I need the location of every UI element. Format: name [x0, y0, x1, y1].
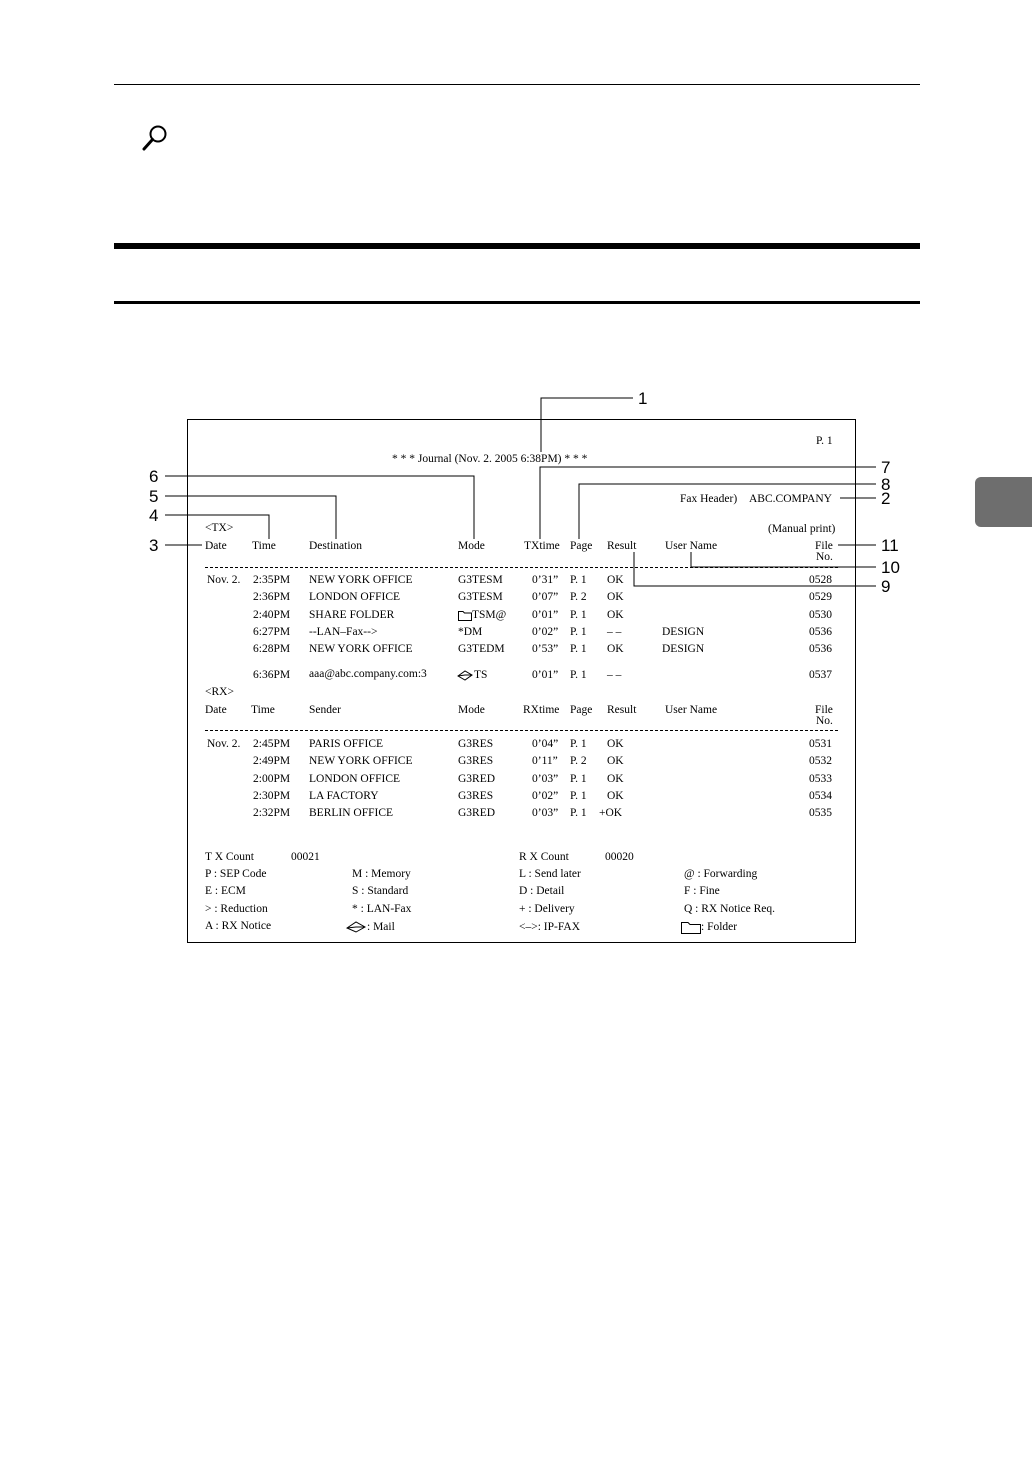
legend-mail: : Mail	[367, 921, 395, 933]
tx-header-time: Time	[252, 540, 276, 552]
legend-ecm: E : ECM	[205, 885, 246, 897]
callout-5: 5	[149, 487, 159, 506]
legend-rx-notice-req: Q : RX Notice Req.	[684, 903, 776, 915]
page-number: P. 1	[816, 435, 833, 447]
row-mode: G3RES	[458, 738, 494, 750]
legend-delivery: + : Delivery	[519, 903, 575, 915]
row-file: 0530	[809, 609, 832, 621]
tx-header-txtime: TXtime	[524, 540, 560, 552]
legend-detail: D : Detail	[519, 885, 565, 897]
row-mode: TSM@	[472, 609, 507, 621]
row-time: 2:45PM	[253, 738, 291, 750]
tx-header-user-name: User Name	[665, 540, 718, 552]
row-sender: PARIS OFFICE	[309, 738, 384, 750]
row-txtime: 0’02”	[532, 626, 559, 638]
row-page: P. 1	[570, 643, 587, 655]
row-time: 2:30PM	[253, 790, 291, 802]
row-mode: *DM	[458, 626, 483, 638]
row-mode: TS	[474, 669, 488, 681]
row-result: OK	[607, 755, 624, 767]
row-time: 2:49PM	[253, 755, 291, 767]
tx-count-value: 00021	[291, 851, 320, 863]
callout-1: 1	[638, 389, 648, 408]
row-mode: G3RED	[458, 807, 496, 819]
row-mode: G3RES	[458, 755, 494, 767]
row-rxtime: 0’03”	[532, 773, 559, 785]
row-file: 0536	[809, 643, 832, 655]
row-time: 2:35PM	[253, 574, 291, 586]
tx-header-page: Page	[570, 540, 593, 552]
legend-lan-fax: * : LAN-Fax	[352, 903, 412, 915]
legend-folder: : Folder	[701, 921, 738, 933]
legend-standard: S : Standard	[352, 885, 409, 897]
legend-fine: F : Fine	[684, 885, 720, 897]
row-mode: G3RED	[458, 773, 496, 785]
row-date: Nov. 2.	[207, 738, 241, 750]
row-page: P. 1	[570, 738, 587, 750]
tx-header-date: Date	[205, 540, 227, 552]
row-file: 0531	[809, 738, 832, 750]
tx-header-file-no: No.	[816, 551, 833, 563]
row-file: 0529	[809, 591, 832, 603]
legend-forwarding: @ : Forwarding	[684, 868, 758, 880]
row-destination: LONDON OFFICE	[309, 591, 401, 603]
row-file: 0532	[809, 755, 832, 767]
row-result: OK	[607, 609, 624, 621]
row-time: 6:28PM	[253, 643, 291, 655]
tx-header-file: File	[815, 540, 833, 552]
row-time: 6:27PM	[253, 626, 291, 638]
row-result: OK	[607, 773, 624, 785]
row-user-name: DESIGN	[662, 626, 705, 638]
rx-header-date: Date	[205, 704, 227, 716]
row-user-name: DESIGN	[662, 643, 705, 655]
row-result: OK	[607, 591, 624, 603]
row-date: Nov. 2.	[207, 574, 241, 586]
tx-section-label: <TX>	[205, 522, 234, 534]
row-destination: NEW YORK OFFICE	[309, 643, 413, 655]
row-page: P. 1	[570, 807, 587, 819]
row-page: P. 1	[570, 773, 587, 785]
legend-ip-fax: <–>: IP-FAX	[519, 921, 580, 933]
callout-8: 8	[881, 475, 891, 494]
row-page: P. 2	[570, 591, 587, 603]
journal-report	[187, 419, 856, 943]
row-txtime: 0’01”	[532, 669, 559, 681]
rx-header-rxtime: RXtime	[523, 704, 560, 716]
row-page: P. 1	[570, 669, 587, 681]
journal-title: * * * Journal (Nov. 2. 2005 6:38PM) * * *	[392, 453, 588, 465]
row-sender: NEW YORK OFFICE	[309, 755, 413, 767]
row-time: 6:36PM	[253, 669, 291, 681]
callout-2: 2	[881, 489, 891, 508]
row-time: 2:32PM	[253, 807, 291, 819]
row-result: OK	[607, 643, 624, 655]
legend-sep-code: P : SEP Code	[205, 868, 267, 880]
rx-header-divider	[205, 730, 838, 731]
row-mode: G3TESM	[458, 591, 503, 603]
rx-count-value: 00020	[605, 851, 634, 863]
callout-3: 3	[149, 536, 159, 555]
row-rxtime: 0’02”	[532, 790, 559, 802]
row-file: 0536	[809, 626, 832, 638]
row-rxtime: 0’11”	[532, 755, 558, 767]
rx-header-file-no: No.	[816, 715, 833, 727]
callout-11: 11	[881, 536, 899, 555]
row-sender: LA FACTORY	[309, 790, 379, 802]
rx-count-label: R X Count	[519, 851, 569, 863]
row-file: 0537	[809, 669, 832, 681]
fax-header-value: ABC.COMPANY	[749, 493, 832, 505]
row-result: OK	[607, 790, 624, 802]
row-result: – –	[607, 626, 622, 638]
row-page: P. 2	[570, 755, 587, 767]
callout-9: 9	[881, 577, 891, 596]
mail-icon	[457, 670, 473, 681]
row-result: OK	[607, 738, 624, 750]
row-result: OK	[607, 574, 624, 586]
rx-header-result: Result	[607, 704, 637, 716]
row-destination: aaa@abc.company.com:3	[309, 668, 427, 680]
rx-header-sender: Sender	[309, 704, 341, 716]
row-rxtime: 0’03”	[532, 807, 559, 819]
tx-header-result: Result	[607, 540, 637, 552]
row-destination: SHARE FOLDER	[309, 609, 395, 621]
row-file: 0528	[809, 574, 832, 586]
rx-header-file: File	[815, 704, 833, 716]
row-txtime: 0’31”	[532, 574, 559, 586]
folder-icon	[681, 921, 701, 934]
manual-print-label: (Manual print)	[768, 523, 836, 535]
row-file: 0535	[809, 807, 832, 819]
callout-7: 7	[881, 458, 891, 477]
tx-header-mode: Mode	[458, 540, 485, 552]
row-txtime: 0’07”	[532, 591, 559, 603]
row-mode: G3RES	[458, 790, 494, 802]
mail-icon	[346, 921, 366, 933]
row-result: +OK	[599, 807, 623, 819]
row-page: P. 1	[570, 626, 587, 638]
folder-icon	[458, 610, 472, 621]
rx-section-label: <RX>	[205, 686, 234, 698]
row-txtime: 0’53”	[532, 643, 559, 655]
row-mode: G3TEDM	[458, 643, 505, 655]
tx-header-divider	[205, 567, 838, 568]
row-page: P. 1	[570, 609, 587, 621]
rx-header-mode: Mode	[458, 704, 485, 716]
row-txtime: 0’01”	[532, 609, 559, 621]
legend-rx-notice: A : RX Notice	[205, 920, 272, 932]
row-page: P. 1	[570, 574, 587, 586]
row-file: 0534	[809, 790, 832, 802]
row-time: 2:36PM	[253, 591, 291, 603]
rx-header-time: Time	[251, 704, 275, 716]
row-destination: NEW YORK OFFICE	[309, 574, 413, 586]
row-file: 0533	[809, 773, 832, 785]
row-rxtime: 0’04”	[532, 738, 559, 750]
callout-4: 4	[149, 506, 159, 525]
row-page: P. 1	[570, 790, 587, 802]
row-mode: G3TESM	[458, 574, 503, 586]
rx-header-user-name: User Name	[665, 704, 718, 716]
tx-count-label: T X Count	[205, 851, 254, 863]
row-time: 2:00PM	[253, 773, 291, 785]
row-time: 2:40PM	[253, 609, 291, 621]
row-result: – –	[607, 669, 622, 681]
row-sender: BERLIN OFFICE	[309, 807, 394, 819]
rx-header-page: Page	[570, 704, 593, 716]
legend-send-later: L : Send later	[519, 868, 581, 880]
fax-header-label: Fax Header)	[680, 493, 738, 505]
legend-reduction: > : Reduction	[205, 903, 268, 915]
tx-header-destination: Destination	[309, 540, 363, 552]
callout-10: 10	[881, 558, 900, 577]
legend-memory: M : Memory	[352, 868, 411, 880]
row-sender: LONDON OFFICE	[309, 773, 401, 785]
callout-6: 6	[149, 467, 159, 486]
row-destination: --LAN–Fax-->	[309, 626, 378, 638]
